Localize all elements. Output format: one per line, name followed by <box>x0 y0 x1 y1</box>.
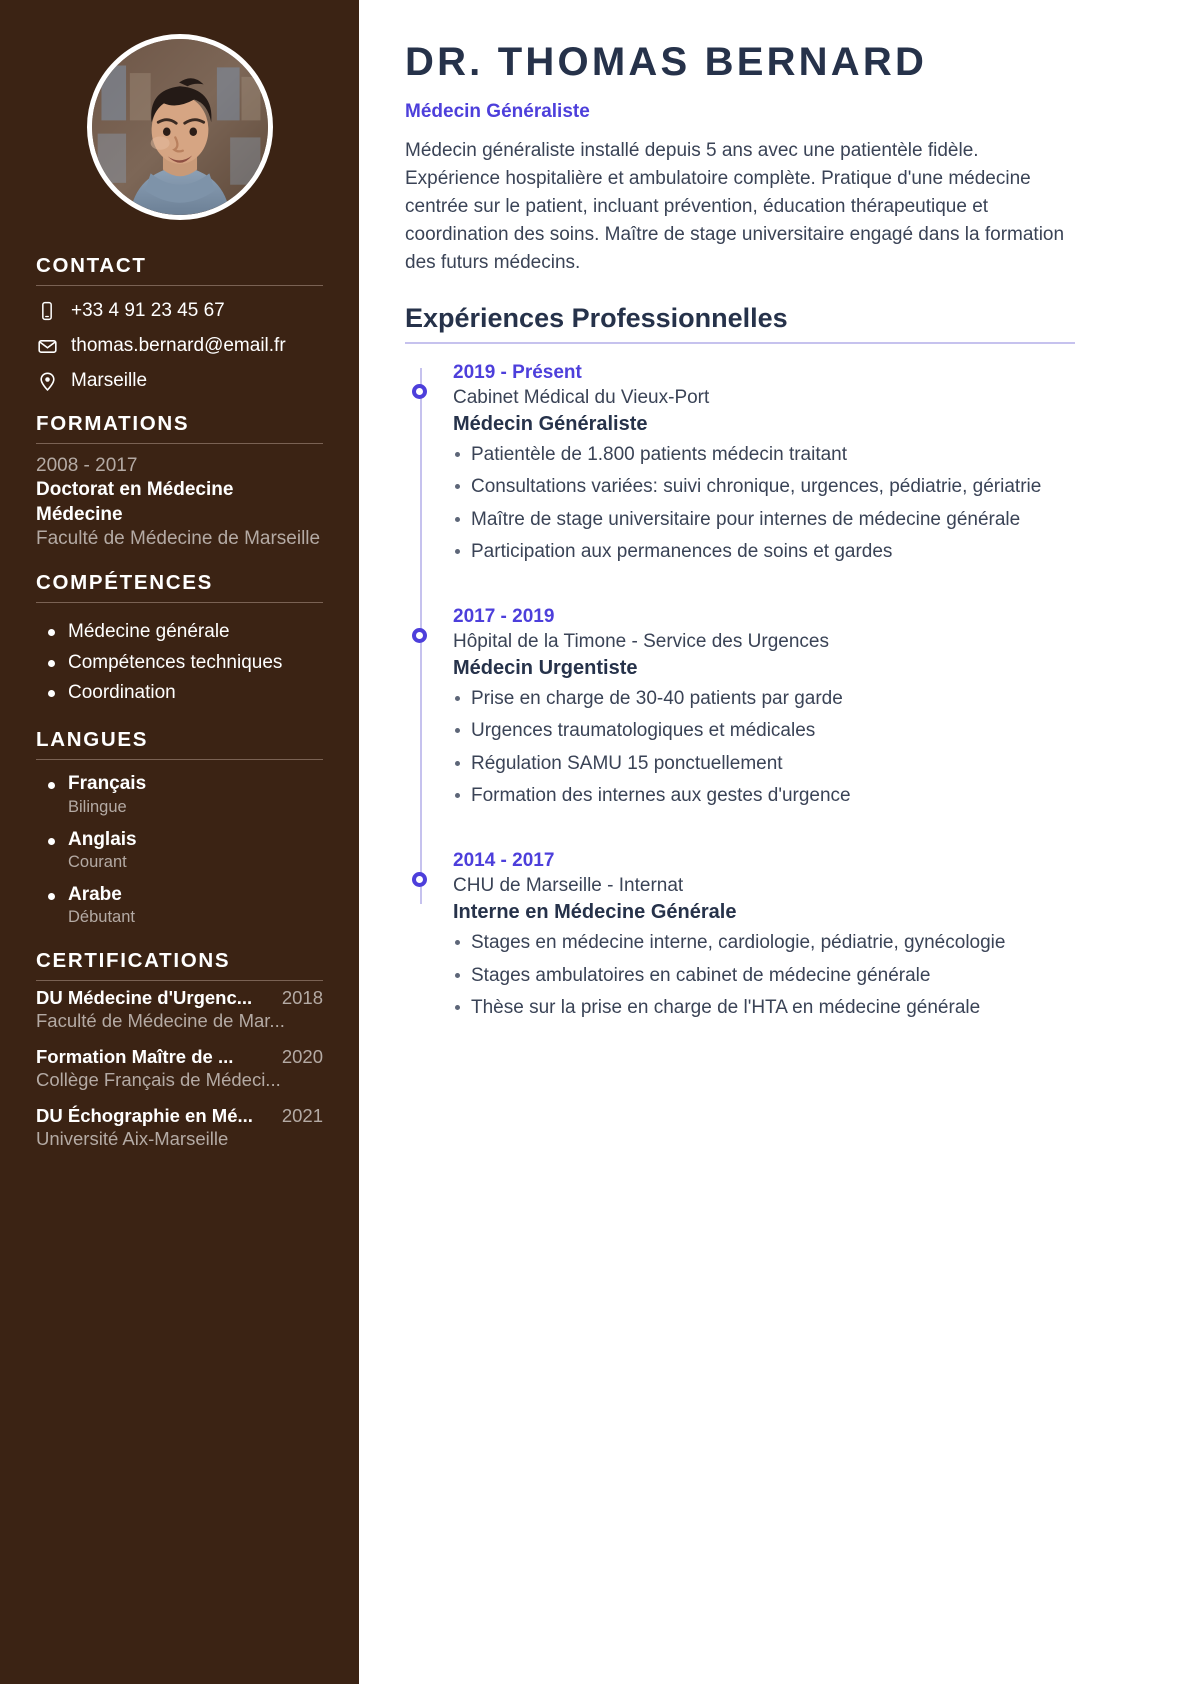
competences-heading: COMPÉTENCES <box>36 571 214 595</box>
location-icon <box>36 370 58 392</box>
experience-item <box>453 362 1075 566</box>
education-degree-field: Médecine <box>36 503 123 525</box>
list-item: Participation aux permanences de soins et gardes <box>453 538 1075 566</box>
list-item: Prise en charge de 30-40 patients par garde <box>453 685 1075 713</box>
list-item <box>46 828 335 874</box>
timeline-dot-icon <box>412 628 427 643</box>
certifications-section <box>24 949 335 1150</box>
list-item: Consultations variées: suivi chronique, urgences, pédiatrie, gériatrie <box>453 473 1075 501</box>
avatar-container <box>24 0 335 234</box>
experience-organization: CHU de Marseille - Internat <box>453 874 684 896</box>
language-name: Anglais <box>68 828 137 850</box>
contact-heading: CONTACT <box>36 254 147 277</box>
language-level: Courant <box>68 853 127 872</box>
list-item: Stages en médecine interne, cardiologie, pédiatrie, gynécologie <box>453 929 1075 957</box>
experience-organization: Cabinet Médical du Vieux-Port <box>453 386 710 408</box>
main-content <box>359 0 1190 1684</box>
experience-date: 2014 - 2017 <box>453 849 555 871</box>
experience-bullets <box>453 929 1075 1022</box>
profile-summary: Médecin généraliste installé depuis 5 ans avec une patientèle fidèle. Expérience hospitalière et ambulatoire complète. Pratique d'une médecine centrée sur le patient, incluant prévention, éducation thérapeutique et coordination des soins. Maître de stage universitaire engagé dans la formation des futurs médecins. <box>405 140 1065 273</box>
list-item <box>46 883 335 929</box>
list-item: Patientèle de 1.800 patients médecin traitant <box>453 441 1075 469</box>
certification-name: DU Échographie en Mé... <box>36 1104 253 1126</box>
competences-section <box>24 571 335 708</box>
education-school: Faculté de Médecine de Marseille <box>36 527 321 549</box>
email-icon <box>36 335 58 357</box>
experience-role: Médecin Urgentiste <box>453 656 638 679</box>
formations-section <box>24 412 335 551</box>
list-item: Stages ambulatoires en cabinet de médecine générale <box>453 962 1075 990</box>
list-item <box>36 1105 323 1150</box>
avatar <box>87 34 273 220</box>
sidebar <box>0 0 359 1684</box>
contact-phone-value: +33 4 91 23 45 67 <box>71 300 225 321</box>
experience-item <box>453 606 1075 810</box>
certification-year: 2018 <box>281 986 323 1008</box>
list-item: Urgences traumatologiques et médicales <box>453 717 1075 745</box>
language-name: Arabe <box>68 883 122 905</box>
education-degree: Doctorat en Médecine <box>36 479 234 501</box>
contact-phone[interactable] <box>36 300 335 322</box>
list-item: Maître de stage universitaire pour internes de médecine générale <box>453 506 1075 534</box>
list-item <box>36 1046 323 1091</box>
contact-location-value: Marseille <box>71 370 148 391</box>
language-level: Débutant <box>68 908 135 927</box>
contact-email[interactable] <box>36 335 335 357</box>
experience-item <box>453 850 1075 1022</box>
education-dates: 2008 - 2017 <box>36 455 138 476</box>
experience-timeline <box>405 362 1075 1022</box>
formations-heading: FORMATIONS <box>36 412 190 435</box>
langues-heading: LANGUES <box>36 728 149 752</box>
contact-location[interactable] <box>36 370 335 392</box>
language-name: Français <box>68 773 147 795</box>
contact-list <box>24 286 335 392</box>
certification-org: Collège Français de Médeci... <box>36 1068 281 1090</box>
list-item: Formation des internes aux gestes d'urgence <box>453 782 1075 810</box>
experience-date: 2019 - Présent <box>453 361 582 383</box>
experience-bullets <box>453 441 1075 566</box>
certification-year: 2021 <box>281 1104 323 1126</box>
contact-section <box>24 254 335 392</box>
list-item <box>36 987 323 1032</box>
job-title: Médecin Généraliste <box>405 101 590 122</box>
list-item: Coordination <box>46 678 335 708</box>
certification-org: Faculté de Médecine de Mar... <box>36 1009 285 1031</box>
education-item <box>24 444 335 551</box>
experience-role: Médecin Généraliste <box>453 412 648 435</box>
experience-organization: Hôpital de la Timone - Service des Urgences <box>453 630 829 652</box>
list-item <box>46 772 335 818</box>
experience-date: 2017 - 2019 <box>453 605 555 627</box>
divider <box>405 342 1075 344</box>
certification-year: 2020 <box>281 1045 323 1067</box>
languages-list <box>24 760 335 928</box>
certifications-heading: CERTIFICATIONS <box>36 948 231 972</box>
certification-org: Université Aix-Marseille <box>36 1127 229 1149</box>
list-item: Compétences techniques <box>46 648 335 678</box>
experience-role: Interne en Médecine Générale <box>453 900 737 923</box>
timeline-dot-icon <box>412 384 427 399</box>
timeline-dot-icon <box>412 872 427 887</box>
language-level: Bilingue <box>68 798 127 817</box>
list-item: Régulation SAMU 15 ponctuellement <box>453 750 1075 778</box>
experience-bullets <box>453 685 1075 810</box>
certification-name: DU Médecine d'Urgenc... <box>36 986 253 1008</box>
certifications-list <box>24 981 335 1150</box>
skills-list <box>24 603 335 708</box>
phone-icon <box>36 300 58 322</box>
contact-email-value: thomas.bernard@email.fr <box>71 335 286 356</box>
langues-section <box>24 728 335 928</box>
certification-name: Formation Maître de ... <box>36 1045 234 1067</box>
page-title: DR. THOMAS BERNARD <box>405 40 928 84</box>
experience-section-title: Expériences Professionnelles <box>405 302 788 333</box>
list-item: Thèse sur la prise en charge de l'HTA en médecine générale <box>453 994 1075 1022</box>
list-item: Médecine générale <box>46 617 335 647</box>
